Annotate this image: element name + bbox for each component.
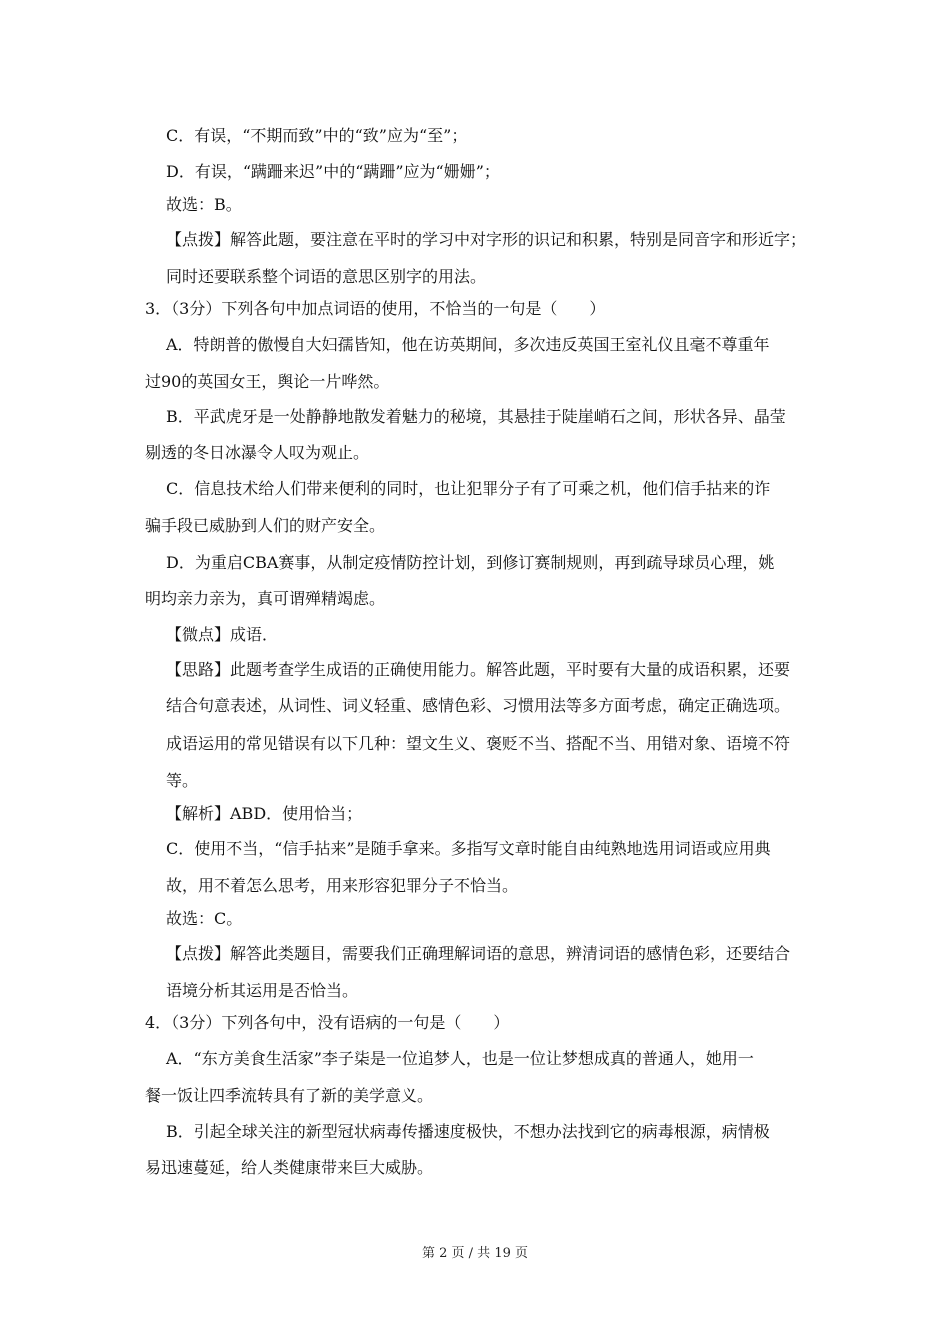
- text-line: 故选：C。: [166, 909, 243, 928]
- text-line: 骗手段已威胁到人们的财产安全。: [145, 516, 386, 535]
- text-line: C．使用不当，“信手拈来”是随手拿来。多指写文章时能自由纯熟地选用词语或应用典: [166, 839, 771, 858]
- text-line: D．有误，“蹒跚来迟”中的“蹒跚”应为“姗姗”；: [166, 162, 500, 181]
- text-line: B．引起全球关注的新型冠状病毒传播速度极快，不想办法找到它的病毒根源，病情极: [166, 1122, 770, 1141]
- text-line: D．为重启CBA赛事，从制定疫情防控计划，到修订赛制规则，再到疏导球员心理，姚: [166, 553, 775, 572]
- text-line: 等。: [166, 771, 199, 790]
- text-line: 【思路】此题考查学生成语的正确使用能力。解答此题，平时要有大量的成语积累，还要: [166, 660, 791, 679]
- text-line: 剔透的冬日冰瀑令人叹为观止。: [145, 443, 370, 462]
- text-line: B．平武虎牙是一处静静地散发着魅力的秘境，其悬挂于陡崖峭石之间，形状各异、晶莹: [166, 407, 786, 426]
- text-line: A．特朗普的傲慢自大妇孺皆知，他在访英期间，多次违反英国王室礼仪且毫不尊重年: [166, 335, 770, 354]
- question-heading: 4．（3分）下列各句中，没有语病的一句是（ ）: [145, 1013, 510, 1032]
- text-line: 【点拨】解答此类题目，需要我们正确理解词语的意思，辨清词语的感情色彩，还要结合: [166, 944, 791, 963]
- text-line: A．“东方美食生活家”李子柒是一位追梦人，也是一位让梦想成真的普通人，她用一: [166, 1049, 754, 1068]
- text-line: 【解析】ABD．使用恰当；: [166, 804, 363, 823]
- text-line: 故选：B。: [166, 195, 242, 214]
- question-heading: 3．（3分）下列各句中加点词语的使用，不恰当的一句是（ ）: [145, 299, 606, 318]
- text-line: 同时还要联系整个词语的意思区别字的用法。: [166, 267, 487, 286]
- text-line: 【点拨】解答此题，要注意在平时的学习中对字形的识记和积累，特别是同音字和形近字；: [166, 230, 807, 249]
- text-line: 餐一饭让四季流转具有了新的美学意义。: [145, 1086, 434, 1105]
- text-line: 过90的英国女王，舆论一片哗然。: [145, 372, 390, 391]
- text-line: 结合句意表述，从词性、词义轻重、感情色彩、习惯用法等多方面考虑，确定正确选项。: [166, 696, 791, 715]
- text-line: 语境分析其运用是否恰当。: [166, 981, 359, 1000]
- text-line: 故，用不着怎么思考，用来形容犯罪分子不恰当。: [166, 876, 519, 895]
- text-line: 明均亲力亲为，真可谓殚精竭虑。: [145, 589, 386, 608]
- text-line: 易迅速蔓延，给人类健康带来巨大威胁。: [145, 1158, 434, 1177]
- text-line: 成语运用的常见错误有以下几种：望文生义、褒贬不当、搭配不当、用错对象、语境不符: [166, 734, 791, 753]
- text-line: C．有误，“不期而致”中的“致”应为“至”；: [166, 126, 468, 145]
- page-number-footer: 第 2 页 / 共 19 页: [422, 1246, 528, 1261]
- text-line: 【微点】成语．: [166, 625, 279, 644]
- text-line: C．信息技术给人们带来便利的同时，也让犯罪分子有了可乘之机，他们信手拈来的诈: [166, 479, 771, 498]
